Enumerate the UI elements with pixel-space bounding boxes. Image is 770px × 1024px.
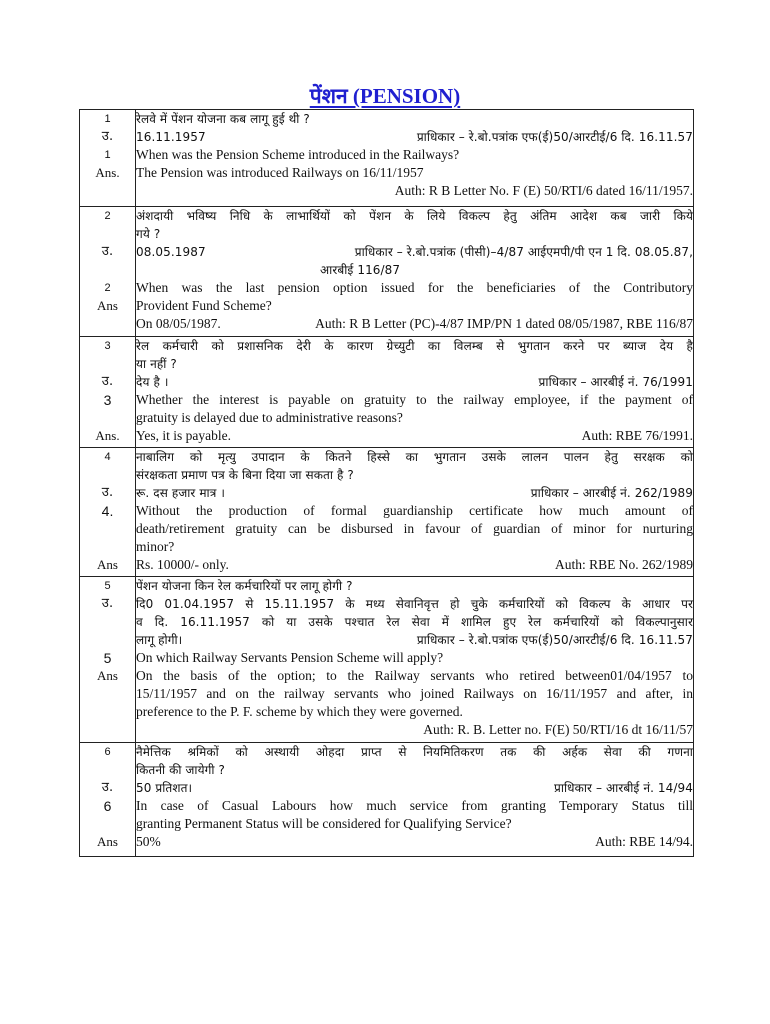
answer-english-cont: 15/11/1957 and on the railway servants who joined Railways on 16/11/1957 and after, in: [136, 686, 693, 701]
question-hindi: अंशदायी भविष्य निधि के लाभार्थियों को पेंशन के लिये विकल्प हेतु अंतिम आदेश कब जारी किये: [136, 209, 693, 223]
authority-english: Auth: R B Letter (PC)-4/87 IMP/PN 1 dated 08/05/1987, RBE 116/87: [315, 316, 693, 331]
answer-hindi: [136, 373, 693, 391]
question-english-cont: minor?: [136, 539, 175, 554]
authority-hindi: प्राधिकार – रे.बो.पत्रांक एफ(ई)50/आरटीई/6 दि. 16.11.57: [416, 130, 693, 144]
question-english: When was the Pension Scheme introduced in the Railways?: [136, 147, 460, 162]
spacer: [80, 631, 135, 649]
spacer: [80, 261, 135, 279]
answer-hindi-text: 16.11.1957: [136, 130, 206, 144]
question-english-cont: gratuity is delayed due to administrative reasons?: [136, 410, 403, 425]
qa-cell: [136, 337, 694, 448]
authority-hindi: प्राधिकार – आरबीई नं. 262/1989: [530, 486, 693, 500]
answer-marker-en: Ans: [97, 298, 118, 313]
table-row: [80, 110, 694, 207]
table-row: [80, 743, 694, 857]
answer-hindi-text: 50 प्रतिशत।: [136, 781, 193, 795]
answer-marker-en: Ans: [97, 834, 118, 849]
answer-marker-hindi: उ.: [101, 780, 114, 795]
authority-hindi: प्राधिकार – रे.बो.पत्रांक (पीसी)–4/87 आईएमपी/पी एन 1 दि. 08.05.87,: [354, 245, 693, 259]
spacer: [80, 466, 135, 484]
answer-hindi: [136, 779, 693, 797]
answer-marker-hindi: उ.: [101, 244, 114, 259]
spacer: [80, 815, 135, 833]
question-english-cont: Provident Fund Scheme?: [136, 298, 272, 313]
spacer: [80, 520, 135, 538]
question-number-en: 1: [104, 149, 111, 161]
table-row: [80, 207, 694, 337]
authority-english: Auth: RBE 14/94.: [595, 834, 693, 849]
answer-marker-en: Ans: [97, 668, 118, 683]
answer-english-text: On 08/05/1987.: [136, 316, 221, 331]
authority-english: Auth: R B Letter No. F (E) 50/RTI/6 dated 16/11/1957.: [394, 183, 693, 198]
answer-hindi-text: लागू होगी।: [136, 633, 183, 647]
question-number: 1: [104, 113, 111, 125]
question-hindi-cont: संरक्षकता प्रमाण पत्र के बिना दिया जा सकता है ?: [136, 468, 354, 482]
answer-marker-en: Ans.: [95, 428, 120, 443]
spacer: [80, 538, 135, 556]
answer-marker-hindi: उ.: [101, 596, 114, 611]
qa-cell: [136, 207, 694, 337]
question-hindi: नैमेत्तिक श्रमिकों को अस्थायी ओहदा प्राप्त से नियमितिकरण तक की अर्हक सेवा की गणना: [136, 745, 693, 759]
authority-english: Auth: R. B. Letter no. F(E) 50/RTI/16 dt 16/11/57: [423, 722, 693, 737]
question-number-en: 4.: [101, 503, 114, 519]
row-number-cell: [80, 743, 136, 857]
authority-english: Auth: RBE No. 262/1989: [554, 557, 693, 572]
answer-hindi-text: 08.05.1987: [136, 245, 206, 259]
answer-hindi-text: देय है ।: [136, 375, 169, 389]
row-number-cell: [80, 577, 136, 743]
answer-english-cont: preference to the P. F. scheme by which they were governed.: [136, 704, 463, 719]
spacer: [80, 225, 135, 243]
question-number: 4: [104, 451, 111, 463]
row-number-cell: [80, 110, 136, 207]
answer-marker-en: Ans: [97, 557, 118, 572]
table-row: [80, 577, 694, 743]
question-number: 3: [104, 340, 111, 352]
qa-cell: [136, 743, 694, 857]
page-title: पेंशन (PENSION): [309, 84, 461, 108]
answer-hindi-cont: [136, 631, 693, 649]
question-number-en: 2: [104, 282, 111, 294]
answer-marker-hindi: उ.: [101, 374, 114, 389]
question-hindi: नाबालिग को मृत्यु उपादान के कितने हिस्से का भुगतान उसके लालन पालन हेतु सरक्षक को: [136, 450, 693, 464]
answer-english: [136, 556, 693, 574]
answer-hindi: [136, 484, 693, 502]
question-english: Without the production of formal guardianship certificate how much amount of: [136, 503, 693, 518]
question-number: 6: [104, 746, 111, 758]
answer-hindi: [136, 243, 693, 261]
question-number: 5: [104, 580, 111, 592]
authority-hindi: प्राधिकार – आरबीई नं. 76/1991: [538, 375, 693, 389]
answer-hindi: दि0 01.04.1957 से 15.11.1957 के मध्य सेवानिवृत्त हो चुके कर्मचारियों को विकल्प के आधार पर: [136, 597, 693, 611]
question-english-cont: granting Permanent Status will be considered for Qualifying Service?: [136, 816, 512, 831]
qa-table: [79, 109, 694, 857]
spacer: [80, 761, 135, 779]
authority-hindi: प्राधिकार – रे.बो.पत्रांक एफ(ई)50/आरटीई/6 दि. 16.11.57: [416, 633, 693, 647]
question-english: On which Railway Servants Pension Scheme will apply?: [136, 650, 444, 665]
answer-english-text: Yes, it is payable.: [136, 428, 232, 443]
table-row: [80, 448, 694, 577]
answer-hindi-text: रू. दस हजार मात्र ।: [136, 486, 226, 500]
question-hindi-cont: कितनी की जायेगी ?: [136, 763, 226, 777]
table-row: [80, 337, 694, 448]
authority-english: Auth: RBE 76/1991.: [581, 428, 693, 443]
qa-cell: [136, 110, 694, 207]
qa-cell: [136, 448, 694, 577]
spacer: [80, 355, 135, 373]
question-english: Whether the interest is payable on gratuity to the railway employee, if the payment of: [136, 392, 693, 407]
question-hindi: पेंशन योजना किन रेल कर्मचारियों पर लागू होगी ?: [136, 579, 353, 593]
answer-english: On the basis of the option; to the Railway servants who retired between01/04/1957 to: [136, 668, 693, 683]
answer-marker-hindi: उ.: [101, 485, 114, 500]
answer-marker-hindi: उ.: [101, 129, 114, 144]
question-english: In case of Casual Labours how much service from granting Temporary Status till: [136, 798, 693, 813]
qa-cell: [136, 577, 694, 743]
answer-english-text: 50%: [136, 834, 161, 849]
answer-marker-en: Ans.: [95, 165, 120, 180]
answer-hindi-cont: व दि. 16.11.1957 को या उसके पश्चात रेल सेवा में शामिल हुए रेल कर्मचारियों को विकल्पानुसार: [136, 615, 693, 629]
question-number-en: 5: [103, 650, 112, 666]
question-number-en: 3: [103, 392, 112, 408]
question-number: 2: [104, 210, 111, 222]
answer-english: [136, 315, 693, 333]
answer-english: [136, 427, 693, 445]
question-hindi: रेलवे में पेंशन योजना कब लागू हुई थी ?: [136, 112, 310, 126]
spacer: [80, 613, 135, 631]
question-hindi-cont: गये ?: [136, 227, 161, 241]
spacer: [80, 409, 135, 427]
question-english-cont: death/retirement gratuity can be disbursed in favour of guardian of minor for nurturing: [136, 521, 693, 536]
question-hindi: रेल कर्मचारी को प्रशासनिक देरी के कारण ग्रेच्युटी का विलम्ब से भुगतान करने पर ब्याज देय है: [136, 339, 693, 353]
answer-hindi: [136, 128, 693, 146]
row-number-cell: [80, 448, 136, 577]
question-number-en: 6: [103, 798, 112, 814]
row-number-cell: [80, 337, 136, 448]
answer-english: [136, 833, 693, 851]
question-english: When was the last pension option issued for the beneficiaries of the Contributory: [136, 280, 693, 295]
authority-hindi-cont: आरबीई 116/87: [320, 263, 401, 277]
question-hindi-cont: या नहीं ?: [136, 357, 177, 371]
row-number-cell: [80, 207, 136, 337]
answer-english-text: Rs. 10000/- only.: [136, 557, 229, 572]
answer-english: The Pension was introduced Railways on 16/11/1957: [136, 165, 424, 180]
authority-hindi: प्राधिकार – आरबीई नं. 14/94: [554, 781, 693, 795]
